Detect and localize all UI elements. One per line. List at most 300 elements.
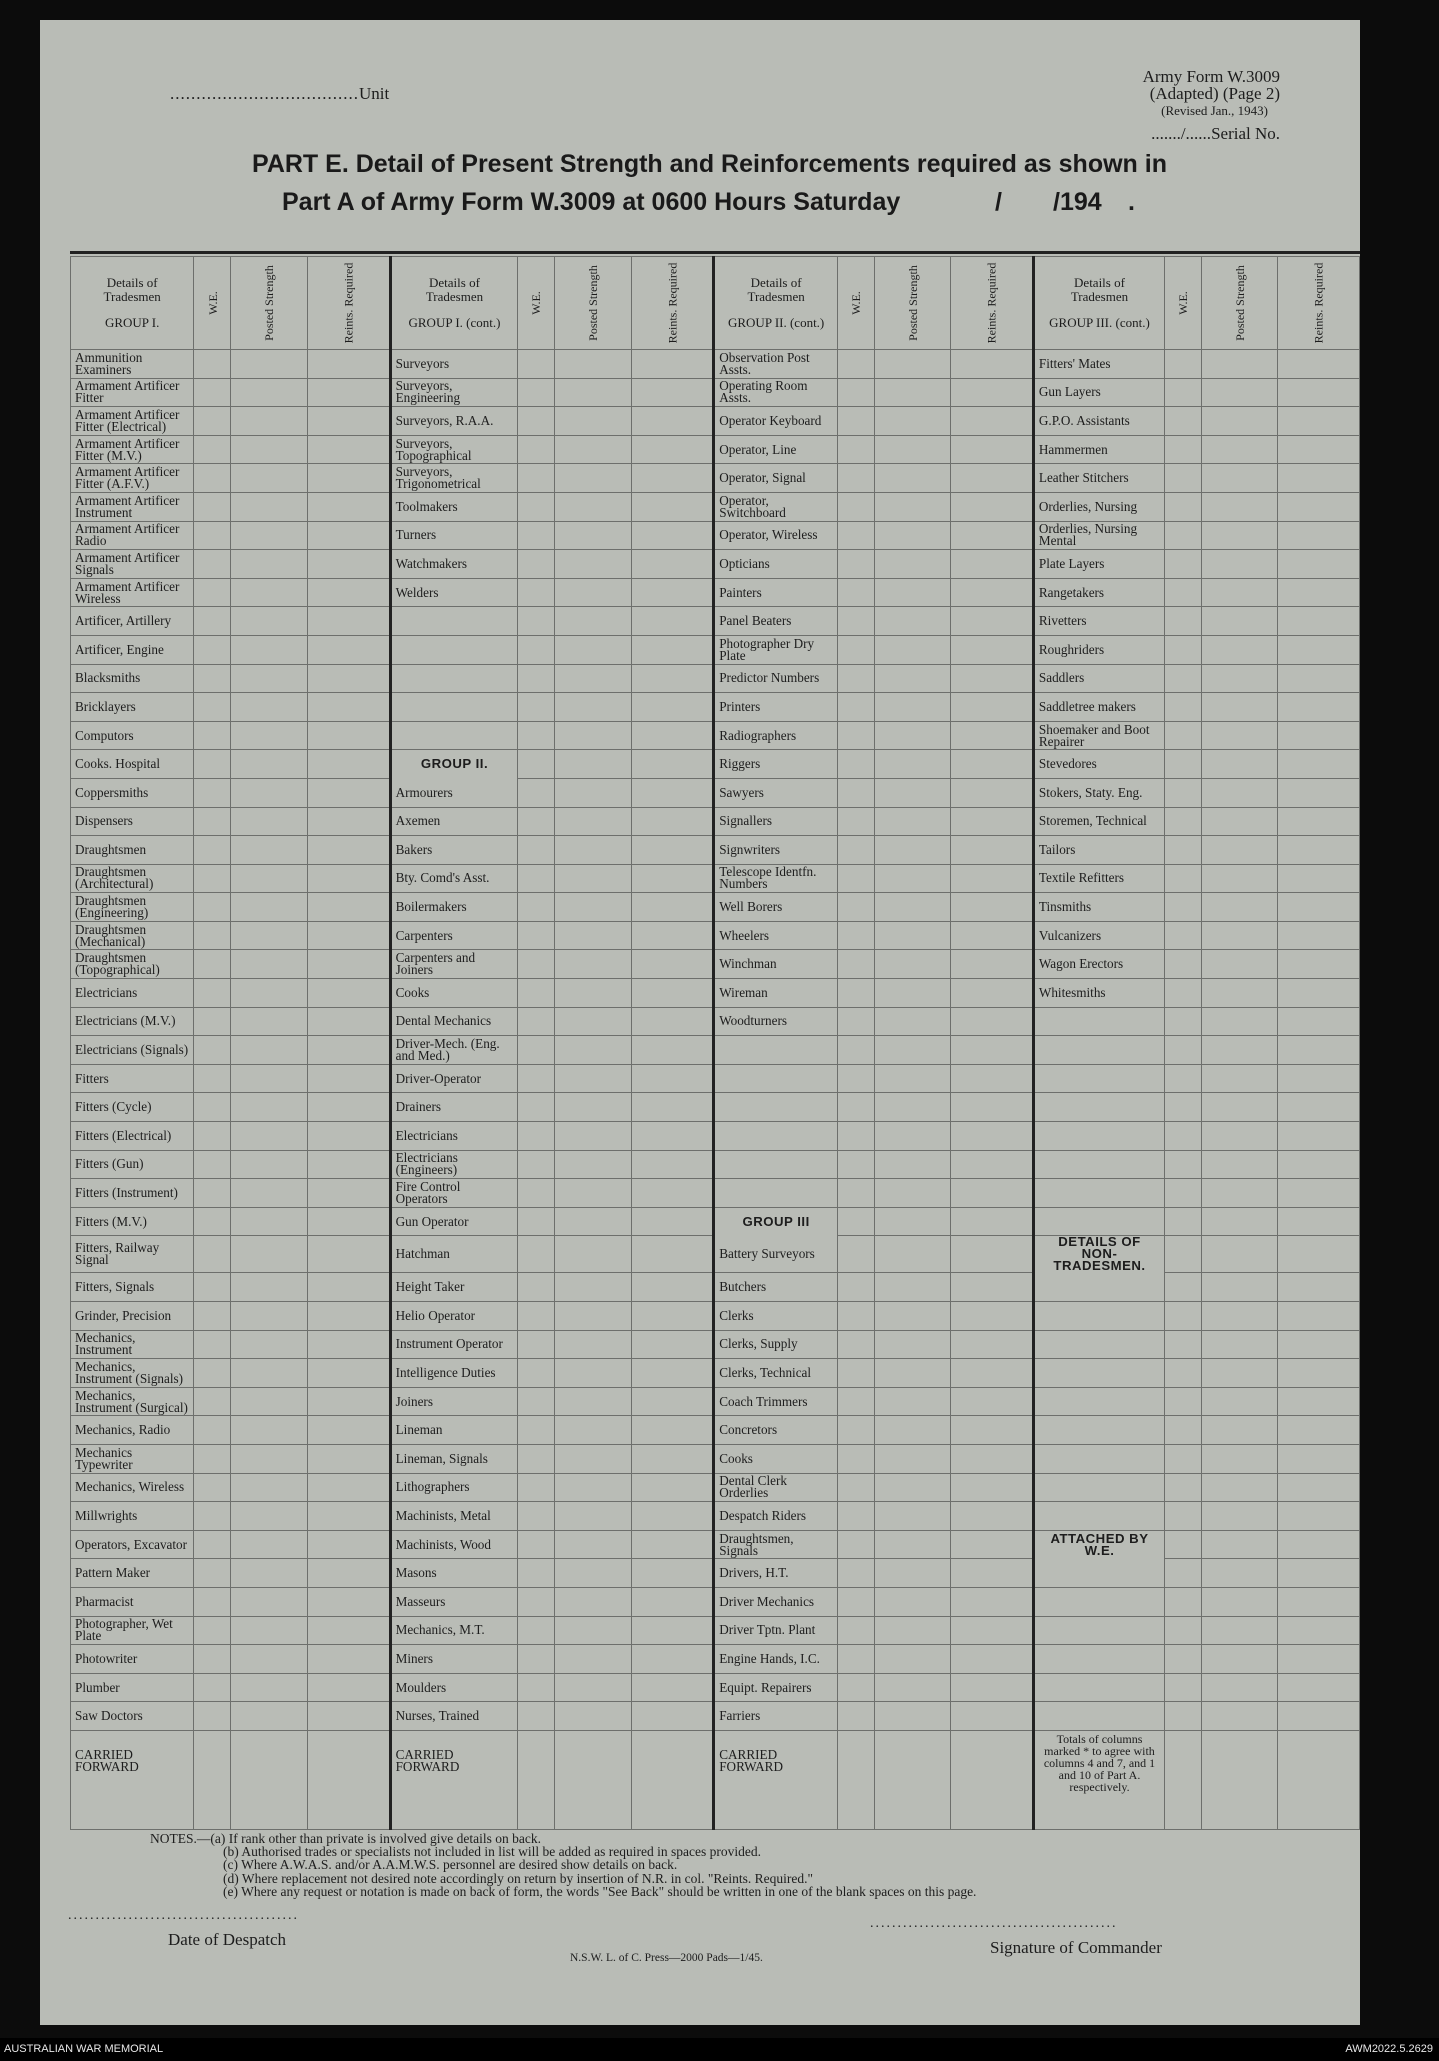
posted-strength-cell[interactable] (874, 1616, 951, 1645)
reints-required-cell[interactable] (307, 492, 390, 521)
posted-strength-cell[interactable] (1201, 1273, 1278, 1302)
we-cell[interactable] (1165, 464, 1202, 493)
we-cell[interactable] (194, 1036, 231, 1065)
reints-required-cell[interactable] (307, 1302, 390, 1331)
posted-strength-cell[interactable] (1201, 1416, 1278, 1445)
we-cell[interactable] (518, 664, 555, 693)
posted-strength-cell[interactable] (231, 1330, 308, 1359)
we-cell[interactable] (838, 492, 875, 521)
we-cell[interactable] (838, 1587, 875, 1616)
we-cell[interactable] (838, 1387, 875, 1416)
reints-required-cell[interactable] (631, 778, 714, 807)
reints-required-cell[interactable] (1278, 635, 1360, 664)
posted-strength-cell[interactable] (554, 836, 631, 865)
we-cell[interactable] (1165, 778, 1202, 807)
reints-required-cell[interactable] (951, 607, 1034, 636)
posted-strength-cell[interactable] (231, 664, 308, 693)
reints-required-cell[interactable] (631, 578, 714, 607)
reints-required-cell[interactable] (951, 1064, 1034, 1093)
we-cell[interactable] (518, 578, 555, 607)
reints-required-cell[interactable] (307, 1473, 390, 1502)
we-cell[interactable] (518, 1559, 555, 1588)
we-cell[interactable] (518, 1007, 555, 1036)
we-cell[interactable] (1165, 807, 1202, 836)
posted-strength-cell[interactable] (874, 1416, 951, 1445)
we-cell[interactable] (838, 1645, 875, 1674)
posted-strength-cell[interactable] (231, 1387, 308, 1416)
posted-strength-cell[interactable] (874, 979, 951, 1008)
reints-total-cell[interactable] (951, 1730, 1034, 1829)
we-cell[interactable] (194, 635, 231, 664)
posted-strength-cell[interactable] (874, 1236, 951, 1273)
posted-strength-cell[interactable] (554, 1559, 631, 1588)
posted-strength-cell[interactable] (231, 1530, 308, 1559)
posted-strength-cell[interactable] (554, 492, 631, 521)
reints-required-cell[interactable] (1278, 1387, 1360, 1416)
we-cell[interactable] (194, 550, 231, 579)
posted-strength-cell[interactable] (874, 521, 951, 550)
we-cell[interactable] (1165, 1273, 1202, 1302)
posted-strength-cell[interactable] (554, 1273, 631, 1302)
reints-required-cell[interactable] (951, 1587, 1034, 1616)
we-cell[interactable] (838, 1673, 875, 1702)
reints-required-cell[interactable] (951, 721, 1034, 750)
reints-required-cell[interactable] (951, 1616, 1034, 1645)
posted-strength-cell[interactable] (874, 1064, 951, 1093)
reints-required-cell[interactable] (631, 950, 714, 979)
posted-strength-cell[interactable] (231, 1473, 308, 1502)
reints-required-cell[interactable] (307, 521, 390, 550)
reints-required-cell[interactable] (307, 1359, 390, 1388)
posted-strength-cell[interactable] (231, 1616, 308, 1645)
reints-required-cell[interactable] (307, 378, 390, 407)
reints-required-cell[interactable] (631, 1122, 714, 1151)
posted-strength-cell[interactable] (554, 750, 631, 779)
we-cell[interactable] (1165, 1179, 1202, 1208)
posted-strength-cell[interactable] (1201, 664, 1278, 693)
we-cell[interactable] (1165, 1122, 1202, 1151)
reints-required-cell[interactable] (1278, 1702, 1360, 1731)
we-cell[interactable] (194, 664, 231, 693)
posted-total-cell[interactable] (554, 1730, 631, 1829)
posted-strength-cell[interactable] (874, 893, 951, 922)
we-cell[interactable] (518, 1444, 555, 1473)
we-cell[interactable] (518, 693, 555, 722)
reints-required-cell[interactable] (307, 1702, 390, 1731)
posted-strength-cell[interactable] (554, 693, 631, 722)
posted-strength-cell[interactable] (554, 807, 631, 836)
posted-strength-cell[interactable] (554, 550, 631, 579)
reints-required-cell[interactable] (307, 778, 390, 807)
posted-strength-cell[interactable] (554, 1359, 631, 1388)
reints-required-cell[interactable] (307, 407, 390, 436)
posted-strength-cell[interactable] (231, 378, 308, 407)
reints-required-cell[interactable] (307, 607, 390, 636)
posted-strength-cell[interactable] (554, 921, 631, 950)
we-cell[interactable] (1165, 979, 1202, 1008)
we-cell[interactable] (518, 1150, 555, 1179)
posted-strength-cell[interactable] (874, 550, 951, 579)
posted-strength-cell[interactable] (874, 750, 951, 779)
reints-required-cell[interactable] (1278, 1150, 1360, 1179)
posted-strength-cell[interactable] (1201, 1444, 1278, 1473)
we-cell[interactable] (838, 1122, 875, 1151)
we-cell[interactable] (194, 1473, 231, 1502)
we-cell[interactable] (518, 1236, 555, 1273)
reints-required-cell[interactable] (631, 1207, 714, 1236)
we-cell[interactable] (518, 836, 555, 865)
we-cell[interactable] (838, 979, 875, 1008)
we-cell[interactable] (1165, 1502, 1202, 1531)
posted-strength-cell[interactable] (554, 1150, 631, 1179)
reints-required-cell[interactable] (1278, 807, 1360, 836)
reints-required-cell[interactable] (307, 1330, 390, 1359)
we-cell[interactable] (194, 693, 231, 722)
posted-strength-cell[interactable] (554, 1502, 631, 1531)
posted-strength-cell[interactable] (554, 864, 631, 893)
we-cell[interactable] (838, 1330, 875, 1359)
posted-strength-cell[interactable] (1201, 1150, 1278, 1179)
reints-required-cell[interactable] (307, 979, 390, 1008)
posted-strength-cell[interactable] (1201, 378, 1278, 407)
posted-strength-cell[interactable] (1201, 1359, 1278, 1388)
reints-required-cell[interactable] (951, 1330, 1034, 1359)
posted-strength-cell[interactable] (231, 1502, 308, 1531)
posted-strength-cell[interactable] (874, 664, 951, 693)
posted-strength-cell[interactable] (554, 635, 631, 664)
reints-required-cell[interactable] (307, 435, 390, 464)
we-cell[interactable] (838, 607, 875, 636)
reints-required-cell[interactable] (951, 750, 1034, 779)
posted-strength-cell[interactable] (1201, 979, 1278, 1008)
reints-required-cell[interactable] (631, 693, 714, 722)
we-cell[interactable] (518, 1093, 555, 1122)
reints-required-cell[interactable] (1278, 950, 1360, 979)
we-cell[interactable] (518, 1587, 555, 1616)
we-cell[interactable] (838, 1007, 875, 1036)
we-cell[interactable] (194, 1122, 231, 1151)
we-total-cell[interactable] (838, 1730, 875, 1829)
reints-required-cell[interactable] (1278, 1473, 1360, 1502)
we-cell[interactable] (194, 1207, 231, 1236)
we-cell[interactable] (518, 1273, 555, 1302)
we-cell[interactable] (1165, 1702, 1202, 1731)
we-cell[interactable] (838, 1359, 875, 1388)
posted-strength-cell[interactable] (554, 1007, 631, 1036)
we-cell[interactable] (838, 1179, 875, 1208)
reints-required-cell[interactable] (951, 778, 1034, 807)
we-cell[interactable] (1165, 1150, 1202, 1179)
we-cell[interactable] (518, 979, 555, 1008)
we-cell[interactable] (1165, 1207, 1202, 1236)
we-cell[interactable] (518, 635, 555, 664)
reints-required-cell[interactable] (307, 1064, 390, 1093)
reints-required-cell[interactable] (631, 1587, 714, 1616)
posted-strength-cell[interactable] (1201, 1387, 1278, 1416)
we-total-cell[interactable] (194, 1730, 231, 1829)
reints-required-cell[interactable] (1278, 1179, 1360, 1208)
reints-required-cell[interactable] (307, 864, 390, 893)
we-cell[interactable] (838, 550, 875, 579)
reints-required-cell[interactable] (1278, 492, 1360, 521)
reints-required-cell[interactable] (307, 1207, 390, 1236)
we-cell[interactable] (518, 807, 555, 836)
we-cell[interactable] (1165, 1559, 1202, 1588)
reints-required-cell[interactable] (1278, 407, 1360, 436)
reints-required-cell[interactable] (951, 979, 1034, 1008)
reints-required-cell[interactable] (951, 1673, 1034, 1702)
posted-strength-cell[interactable] (231, 1122, 308, 1151)
reints-required-cell[interactable] (951, 893, 1034, 922)
posted-strength-cell[interactable] (874, 1207, 951, 1236)
we-cell[interactable] (194, 979, 231, 1008)
we-cell[interactable] (518, 1645, 555, 1674)
posted-strength-cell[interactable] (874, 1587, 951, 1616)
posted-strength-cell[interactable] (874, 1150, 951, 1179)
reints-required-cell[interactable] (1278, 1616, 1360, 1645)
reints-required-cell[interactable] (307, 1387, 390, 1416)
posted-strength-cell[interactable] (231, 1179, 308, 1208)
reints-required-cell[interactable] (951, 1122, 1034, 1151)
reints-required-cell[interactable] (1278, 1036, 1360, 1065)
posted-strength-cell[interactable] (874, 1273, 951, 1302)
posted-strength-cell[interactable] (874, 1330, 951, 1359)
reints-required-cell[interactable] (951, 435, 1034, 464)
posted-strength-cell[interactable] (1201, 950, 1278, 979)
reints-required-cell[interactable] (307, 1179, 390, 1208)
posted-strength-cell[interactable] (554, 950, 631, 979)
reints-total-cell[interactable] (631, 1730, 714, 1829)
posted-strength-cell[interactable] (554, 1064, 631, 1093)
we-cell[interactable] (194, 1645, 231, 1674)
posted-strength-cell[interactable] (874, 435, 951, 464)
reints-required-cell[interactable] (631, 1559, 714, 1588)
we-cell[interactable] (838, 578, 875, 607)
reints-required-cell[interactable] (1278, 921, 1360, 950)
posted-strength-cell[interactable] (1201, 693, 1278, 722)
posted-strength-cell[interactable] (554, 521, 631, 550)
reints-required-cell[interactable] (1278, 1330, 1360, 1359)
reints-required-cell[interactable] (631, 492, 714, 521)
posted-strength-cell[interactable] (231, 607, 308, 636)
posted-strength-cell[interactable] (874, 693, 951, 722)
reints-required-cell[interactable] (951, 950, 1034, 979)
we-cell[interactable] (194, 521, 231, 550)
reints-required-cell[interactable] (1278, 1559, 1360, 1588)
reints-required-cell[interactable] (951, 492, 1034, 521)
we-cell[interactable] (1165, 1673, 1202, 1702)
posted-strength-cell[interactable] (554, 1387, 631, 1416)
reints-required-cell[interactable] (307, 1673, 390, 1702)
reints-required-cell[interactable] (951, 1530, 1034, 1559)
we-cell[interactable] (838, 750, 875, 779)
posted-strength-cell[interactable] (554, 578, 631, 607)
posted-strength-cell[interactable] (1201, 1036, 1278, 1065)
reints-required-cell[interactable] (951, 1273, 1034, 1302)
we-cell[interactable] (838, 721, 875, 750)
posted-strength-cell[interactable] (554, 1236, 631, 1273)
we-cell[interactable] (1165, 1587, 1202, 1616)
we-total-cell[interactable] (1165, 1730, 1202, 1829)
reints-required-cell[interactable] (951, 1007, 1034, 1036)
we-cell[interactable] (194, 750, 231, 779)
reints-required-cell[interactable] (951, 407, 1034, 436)
posted-strength-cell[interactable] (874, 1007, 951, 1036)
we-cell[interactable] (838, 664, 875, 693)
we-cell[interactable] (838, 1207, 875, 1236)
we-cell[interactable] (518, 1673, 555, 1702)
reints-required-cell[interactable] (631, 1093, 714, 1122)
reints-required-cell[interactable] (307, 836, 390, 865)
posted-strength-cell[interactable] (1201, 1236, 1278, 1273)
reints-required-cell[interactable] (951, 350, 1034, 379)
posted-strength-cell[interactable] (231, 864, 308, 893)
we-cell[interactable] (518, 521, 555, 550)
reints-required-cell[interactable] (307, 578, 390, 607)
we-cell[interactable] (838, 1273, 875, 1302)
we-cell[interactable] (838, 1302, 875, 1331)
reints-required-cell[interactable] (307, 664, 390, 693)
posted-strength-cell[interactable] (554, 1673, 631, 1702)
we-cell[interactable] (194, 1559, 231, 1588)
posted-total-cell[interactable] (231, 1730, 308, 1829)
reints-required-cell[interactable] (307, 1416, 390, 1445)
posted-strength-cell[interactable] (874, 607, 951, 636)
we-cell[interactable] (518, 407, 555, 436)
reints-required-cell[interactable] (951, 1179, 1034, 1208)
we-cell[interactable] (194, 435, 231, 464)
posted-strength-cell[interactable] (1201, 864, 1278, 893)
reints-required-cell[interactable] (1278, 864, 1360, 893)
posted-strength-cell[interactable] (874, 1359, 951, 1388)
posted-strength-cell[interactable] (554, 607, 631, 636)
we-cell[interactable] (838, 1616, 875, 1645)
reints-required-cell[interactable] (951, 578, 1034, 607)
we-cell[interactable] (838, 1473, 875, 1502)
posted-strength-cell[interactable] (231, 1587, 308, 1616)
posted-strength-cell[interactable] (1201, 1330, 1278, 1359)
we-cell[interactable] (1165, 635, 1202, 664)
we-cell[interactable] (194, 1702, 231, 1731)
we-cell[interactable] (518, 492, 555, 521)
posted-strength-cell[interactable] (1201, 1502, 1278, 1531)
we-cell[interactable] (1165, 893, 1202, 922)
reints-required-cell[interactable] (631, 407, 714, 436)
posted-strength-cell[interactable] (554, 350, 631, 379)
posted-strength-cell[interactable] (874, 407, 951, 436)
reints-required-cell[interactable] (631, 836, 714, 865)
we-cell[interactable] (518, 864, 555, 893)
reints-required-cell[interactable] (307, 1007, 390, 1036)
reints-required-cell[interactable] (631, 350, 714, 379)
reints-required-cell[interactable] (631, 1064, 714, 1093)
posted-strength-cell[interactable] (874, 1530, 951, 1559)
posted-strength-cell[interactable] (1201, 521, 1278, 550)
reints-required-cell[interactable] (951, 664, 1034, 693)
posted-strength-cell[interactable] (1201, 1673, 1278, 1702)
reints-required-cell[interactable] (307, 1150, 390, 1179)
reints-required-cell[interactable] (951, 1702, 1034, 1731)
posted-strength-cell[interactable] (874, 1387, 951, 1416)
posted-strength-cell[interactable] (874, 950, 951, 979)
reints-required-cell[interactable] (1278, 607, 1360, 636)
reints-required-cell[interactable] (631, 1007, 714, 1036)
posted-strength-cell[interactable] (1201, 1302, 1278, 1331)
posted-strength-cell[interactable] (554, 1616, 631, 1645)
reints-required-cell[interactable] (1278, 1007, 1360, 1036)
we-cell[interactable] (518, 721, 555, 750)
posted-strength-cell[interactable] (1201, 635, 1278, 664)
reints-required-cell[interactable] (631, 1444, 714, 1473)
reints-required-cell[interactable] (631, 1273, 714, 1302)
posted-strength-cell[interactable] (231, 1416, 308, 1445)
we-cell[interactable] (838, 807, 875, 836)
we-cell[interactable] (1165, 1093, 1202, 1122)
posted-strength-cell[interactable] (874, 578, 951, 607)
we-cell[interactable] (518, 607, 555, 636)
we-cell[interactable] (1165, 1645, 1202, 1674)
posted-total-cell[interactable] (1201, 1730, 1278, 1829)
reints-required-cell[interactable] (1278, 1207, 1360, 1236)
reints-required-cell[interactable] (951, 1387, 1034, 1416)
reints-required-cell[interactable] (307, 1559, 390, 1588)
posted-strength-cell[interactable] (874, 1645, 951, 1674)
posted-strength-cell[interactable] (231, 807, 308, 836)
posted-strength-cell[interactable] (231, 836, 308, 865)
we-cell[interactable] (518, 435, 555, 464)
reints-required-cell[interactable] (631, 607, 714, 636)
posted-strength-cell[interactable] (874, 1473, 951, 1502)
we-cell[interactable] (518, 921, 555, 950)
posted-strength-cell[interactable] (554, 1330, 631, 1359)
posted-strength-cell[interactable] (874, 1502, 951, 1531)
we-cell[interactable] (194, 464, 231, 493)
reints-required-cell[interactable] (1278, 350, 1360, 379)
posted-strength-cell[interactable] (874, 378, 951, 407)
we-cell[interactable] (518, 1330, 555, 1359)
reints-required-cell[interactable] (631, 1036, 714, 1065)
reints-required-cell[interactable] (951, 1093, 1034, 1122)
reints-required-cell[interactable] (631, 864, 714, 893)
reints-required-cell[interactable] (951, 921, 1034, 950)
posted-strength-cell[interactable] (554, 378, 631, 407)
reints-required-cell[interactable] (631, 635, 714, 664)
posted-strength-cell[interactable] (1201, 1064, 1278, 1093)
posted-strength-cell[interactable] (231, 1236, 308, 1273)
reints-required-cell[interactable] (951, 1036, 1034, 1065)
we-cell[interactable] (838, 893, 875, 922)
posted-strength-cell[interactable] (554, 1416, 631, 1445)
posted-strength-cell[interactable] (554, 464, 631, 493)
reints-required-cell[interactable] (1278, 1359, 1360, 1388)
reints-required-cell[interactable] (307, 721, 390, 750)
reints-required-cell[interactable] (951, 1444, 1034, 1473)
reints-required-cell[interactable] (951, 378, 1034, 407)
we-cell[interactable] (518, 1702, 555, 1731)
we-cell[interactable] (1165, 521, 1202, 550)
reints-required-cell[interactable] (631, 750, 714, 779)
reints-required-cell[interactable] (951, 836, 1034, 865)
reints-required-cell[interactable] (1278, 1502, 1360, 1531)
reints-required-cell[interactable] (631, 1473, 714, 1502)
we-cell[interactable] (194, 1587, 231, 1616)
we-cell[interactable] (518, 893, 555, 922)
we-cell[interactable] (838, 1150, 875, 1179)
we-cell[interactable] (1165, 492, 1202, 521)
posted-strength-cell[interactable] (554, 664, 631, 693)
posted-strength-cell[interactable] (1201, 921, 1278, 950)
reints-required-cell[interactable] (307, 1502, 390, 1531)
